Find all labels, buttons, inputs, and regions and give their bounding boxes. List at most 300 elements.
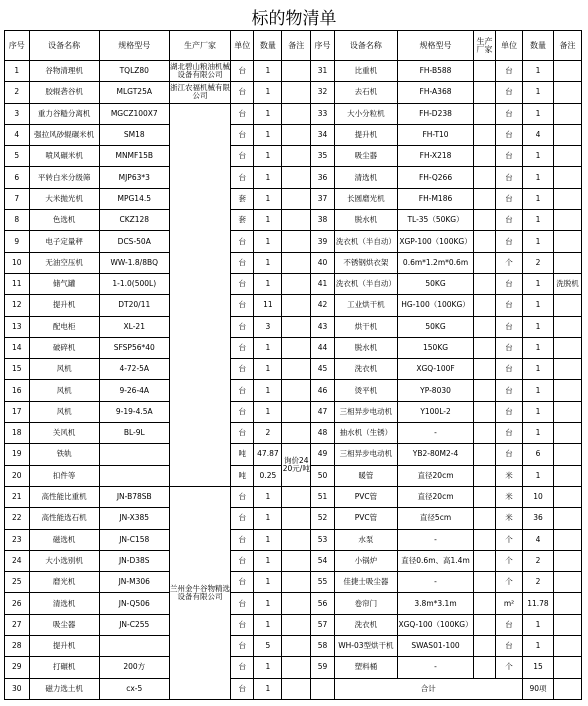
quantity: 36 xyxy=(522,508,553,529)
table-row xyxy=(5,295,582,316)
table-row xyxy=(5,423,582,444)
manufacturer xyxy=(473,636,495,657)
quantity: 1 xyxy=(254,678,282,699)
device-name: PVC管 xyxy=(334,486,397,507)
unit: 台 xyxy=(231,380,254,401)
row-number: 8 xyxy=(5,210,30,231)
remark xyxy=(554,359,582,380)
unit: 台 xyxy=(231,657,254,678)
device-name: 洗衣机 xyxy=(334,614,397,635)
remark xyxy=(554,486,582,507)
row-number: 11 xyxy=(5,273,30,294)
unit: 台 xyxy=(496,124,523,145)
row-number: 13 xyxy=(5,316,30,337)
unit: 台 xyxy=(231,508,254,529)
unit: 台 xyxy=(231,401,254,422)
remark xyxy=(554,678,582,699)
device-name: 提升机 xyxy=(29,295,99,316)
unit: 个 xyxy=(496,572,523,593)
quantity: 4 xyxy=(522,529,553,550)
remark xyxy=(554,401,582,422)
device-name: 比重机 xyxy=(334,61,397,82)
table-row xyxy=(5,380,582,401)
manufacturer xyxy=(473,380,495,401)
unit: 台 xyxy=(231,316,254,337)
row-number: 7 xyxy=(5,188,30,209)
row-number: 52 xyxy=(311,508,334,529)
table-row xyxy=(5,210,582,231)
unit: 台 xyxy=(231,273,254,294)
remark xyxy=(282,423,311,444)
device-name: 烫平机 xyxy=(334,380,397,401)
quantity: 1 xyxy=(522,61,553,82)
device-model: MGCZ100X7 xyxy=(99,103,169,124)
unit: 个 xyxy=(496,550,523,571)
device-name: 去石机 xyxy=(334,82,397,103)
equipment-table xyxy=(4,30,582,700)
quantity: 3 xyxy=(254,316,282,337)
quantity: 1 xyxy=(522,295,553,316)
unit: 台 xyxy=(496,146,523,167)
row-number: 49 xyxy=(311,444,334,465)
device-name: 高性能比重机 xyxy=(29,486,99,507)
row-number: 44 xyxy=(311,337,334,358)
row-number: 18 xyxy=(5,423,30,444)
device-model: TL-35（50KG） xyxy=(398,210,474,231)
remark xyxy=(282,188,311,209)
manufacturer xyxy=(473,231,495,252)
row-number: 4 xyxy=(5,124,30,145)
manufacturer xyxy=(473,444,495,465)
unit: 台 xyxy=(496,444,523,465)
device-model: 4-72-5A xyxy=(99,359,169,380)
device-name: 暖管 xyxy=(334,465,397,486)
device-model: - xyxy=(398,657,474,678)
quantity: 1 xyxy=(522,636,553,657)
table-row xyxy=(5,550,582,571)
remark xyxy=(554,508,582,529)
quantity: 10 xyxy=(522,486,553,507)
quantity: 1 xyxy=(522,465,553,486)
table-row xyxy=(5,486,582,507)
device-name: 清选机 xyxy=(334,167,397,188)
quantity: 1 xyxy=(522,614,553,635)
quantity: 1 xyxy=(522,167,553,188)
device-name: 工业烘干机 xyxy=(334,295,397,316)
table-row xyxy=(5,231,582,252)
device-name: WH-03型烘干机 xyxy=(334,636,397,657)
device-name: 无油空压机 xyxy=(29,252,99,273)
device-name: 三相异步电动机 xyxy=(334,401,397,422)
remark xyxy=(554,529,582,550)
quantity: 11 xyxy=(254,295,282,316)
device-name: 打碾机 xyxy=(29,657,99,678)
device-model: 50KG xyxy=(398,316,474,337)
manufacturer xyxy=(473,486,495,507)
unit: 台 xyxy=(231,61,254,82)
quantity: 1 xyxy=(522,380,553,401)
device-model: YB2-80M2-4 xyxy=(398,444,474,465)
device-name: 清选机 xyxy=(29,593,99,614)
manufacturer xyxy=(473,188,495,209)
header-cell: 序号 xyxy=(5,31,30,61)
remark xyxy=(282,167,311,188)
remark xyxy=(282,103,311,124)
device-name: 小锅炉 xyxy=(334,550,397,571)
unit: 台 xyxy=(231,550,254,571)
device-name: 风机 xyxy=(29,359,99,380)
unit: 个 xyxy=(496,657,523,678)
device-model: - xyxy=(398,572,474,593)
quantity: 1 xyxy=(522,273,553,294)
device-model: CKZ128 xyxy=(99,210,169,231)
manufacturer xyxy=(473,423,495,444)
row-number: 46 xyxy=(311,380,334,401)
device-model: XL-21 xyxy=(99,316,169,337)
unit: 台 xyxy=(496,401,523,422)
header-cell: 数量 xyxy=(522,31,553,61)
row-number: 26 xyxy=(5,593,30,614)
header-cell: 数量 xyxy=(254,31,282,61)
unit: 台 xyxy=(231,572,254,593)
device-name: 大米抛光机 xyxy=(29,188,99,209)
device-name: 提升机 xyxy=(29,636,99,657)
unit: 台 xyxy=(231,636,254,657)
manufacturer xyxy=(473,529,495,550)
device-name: 磨光机 xyxy=(29,572,99,593)
table-row xyxy=(5,401,582,422)
remark xyxy=(554,550,582,571)
row-number: 3 xyxy=(5,103,30,124)
device-name: 胶辊砻谷机 xyxy=(29,82,99,103)
row-number: 35 xyxy=(311,146,334,167)
row-number: 51 xyxy=(311,486,334,507)
unit: 台 xyxy=(496,337,523,358)
device-model: FH-Q266 xyxy=(398,167,474,188)
device-name: 强拉风砂辊碾米机 xyxy=(29,124,99,145)
manufacturer: 湖北碧山粮油机械设备有限公司 xyxy=(169,61,230,82)
table-row xyxy=(5,316,582,337)
row-number: 50 xyxy=(311,465,334,486)
manufacturer: 浙江农福机械有限公司 xyxy=(169,82,230,103)
device-name: 高性能选石机 xyxy=(29,508,99,529)
device-model: FH-X218 xyxy=(398,146,474,167)
device-model: MLGT25A xyxy=(99,82,169,103)
device-name: 喷风碾米机 xyxy=(29,146,99,167)
unit: 台 xyxy=(496,636,523,657)
quantity: 1 xyxy=(522,337,553,358)
remark: 询价2420元/吨 xyxy=(282,444,311,487)
remark xyxy=(282,295,311,316)
quantity: 1 xyxy=(254,188,282,209)
table-row xyxy=(5,529,582,550)
device-model: DCS-50A xyxy=(99,231,169,252)
row-number: 30 xyxy=(5,678,30,699)
row-number: 20 xyxy=(5,465,30,486)
unit: 台 xyxy=(231,678,254,699)
device-name: 长圆磨光机 xyxy=(334,188,397,209)
row-number: 53 xyxy=(311,529,334,550)
device-name: 磁选机 xyxy=(29,529,99,550)
row-number: 31 xyxy=(311,61,334,82)
remark xyxy=(554,593,582,614)
manufacturer xyxy=(473,593,495,614)
quantity: 1 xyxy=(522,103,553,124)
quantity: 2 xyxy=(522,572,553,593)
device-model: JN-C255 xyxy=(99,614,169,635)
unit: 台 xyxy=(231,295,254,316)
total-label: 合计 xyxy=(334,678,522,699)
quantity: 1 xyxy=(254,124,282,145)
quantity: 1 xyxy=(254,273,282,294)
remark xyxy=(554,316,582,337)
remark xyxy=(554,82,582,103)
unit: 台 xyxy=(231,486,254,507)
table-row xyxy=(5,252,582,273)
manufacturer xyxy=(473,210,495,231)
remark xyxy=(554,61,582,82)
remark xyxy=(282,636,311,657)
header-cell: 生产厂家 xyxy=(169,31,230,61)
row-number: 10 xyxy=(5,252,30,273)
table-row xyxy=(5,146,582,167)
device-name: 吸尘器 xyxy=(29,614,99,635)
quantity: 1 xyxy=(522,401,553,422)
unit: m² xyxy=(496,593,523,614)
device-name: 扣件等 xyxy=(29,465,99,486)
table-row xyxy=(5,593,582,614)
device-model: 直径5cm xyxy=(398,508,474,529)
manufacturer xyxy=(473,61,495,82)
header-cell: 设备名称 xyxy=(334,31,397,61)
table-row xyxy=(5,124,582,145)
table-row xyxy=(5,167,582,188)
row-number: 43 xyxy=(311,316,334,337)
device-name: 洗衣机 xyxy=(334,359,397,380)
remark xyxy=(282,252,311,273)
remark xyxy=(282,316,311,337)
quantity: 0.25 xyxy=(254,465,282,486)
row-number: 19 xyxy=(5,444,30,465)
unit: 台 xyxy=(231,359,254,380)
remark xyxy=(282,359,311,380)
device-model: - xyxy=(398,423,474,444)
remark xyxy=(554,444,582,465)
remark xyxy=(282,380,311,401)
unit: 台 xyxy=(231,337,254,358)
table-row xyxy=(5,657,582,678)
remark xyxy=(282,231,311,252)
row-number: 23 xyxy=(5,529,30,550)
device-name: 卷帘门 xyxy=(334,593,397,614)
quantity: 2 xyxy=(522,550,553,571)
header-cell: 单位 xyxy=(231,31,254,61)
device-model: 1-1.0(500L) xyxy=(99,273,169,294)
quantity: 1 xyxy=(254,486,282,507)
remark xyxy=(554,188,582,209)
device-model: 9-26-4A xyxy=(99,380,169,401)
unit: 台 xyxy=(496,167,523,188)
row-number: 34 xyxy=(311,124,334,145)
quantity: 1 xyxy=(522,316,553,337)
device-model: 9-19-4.5A xyxy=(99,401,169,422)
row-number: 41 xyxy=(311,273,334,294)
device-name: 脱水机 xyxy=(334,337,397,358)
header-cell: 规格型号 xyxy=(398,31,474,61)
table-row xyxy=(5,572,582,593)
manufacturer xyxy=(473,337,495,358)
row-number: 16 xyxy=(5,380,30,401)
device-model: JN-D38S xyxy=(99,550,169,571)
remark xyxy=(282,337,311,358)
device-name: 电子定量秤 xyxy=(29,231,99,252)
table-row xyxy=(5,508,582,529)
device-name: 三相异步电动机 xyxy=(334,444,397,465)
row-number: 40 xyxy=(311,252,334,273)
row-number: 37 xyxy=(311,188,334,209)
device-name: 水泵 xyxy=(334,529,397,550)
total-value: 90项 xyxy=(522,678,553,699)
remark xyxy=(282,657,311,678)
unit: 台 xyxy=(496,614,523,635)
device-name: 脱水机 xyxy=(334,210,397,231)
device-model: FH-D238 xyxy=(398,103,474,124)
unit: 台 xyxy=(496,210,523,231)
row-number: 54 xyxy=(311,550,334,571)
device-model: SFSP56*40 xyxy=(99,337,169,358)
quantity: 4 xyxy=(522,124,553,145)
unit: 台 xyxy=(231,124,254,145)
device-model: cx-5 xyxy=(99,678,169,699)
remark xyxy=(282,614,311,635)
device-model: Y100L-2 xyxy=(398,401,474,422)
remark xyxy=(282,82,311,103)
row-number: 57 xyxy=(311,614,334,635)
quantity: 11.78 xyxy=(522,593,553,614)
row-number: 32 xyxy=(311,82,334,103)
table-row xyxy=(5,359,582,380)
table-row xyxy=(5,678,582,699)
quantity: 1 xyxy=(254,210,282,231)
remark xyxy=(554,103,582,124)
unit: 台 xyxy=(496,188,523,209)
unit: 台 xyxy=(231,231,254,252)
unit: 台 xyxy=(496,380,523,401)
row-number: 14 xyxy=(5,337,30,358)
quantity: 1 xyxy=(254,146,282,167)
manufacturer xyxy=(473,465,495,486)
row-number: 25 xyxy=(5,572,30,593)
header-cell: 设备名称 xyxy=(29,31,99,61)
device-model: XGP-100（100KG） xyxy=(398,231,474,252)
quantity: 1 xyxy=(522,188,553,209)
remark xyxy=(282,146,311,167)
remark xyxy=(554,337,582,358)
manufacturer xyxy=(473,146,495,167)
remark xyxy=(554,252,582,273)
device-model: 3.8m*3.1m xyxy=(398,593,474,614)
unit: 台 xyxy=(496,295,523,316)
unit: 台 xyxy=(231,423,254,444)
remark xyxy=(554,210,582,231)
row-number: 36 xyxy=(311,167,334,188)
device-model: 直径20cm xyxy=(398,486,474,507)
device-name: 磁力选土机 xyxy=(29,678,99,699)
device-model: 50KG xyxy=(398,273,474,294)
quantity: 1 xyxy=(254,529,282,550)
quantity: 1 xyxy=(254,401,282,422)
remark xyxy=(554,124,582,145)
device-name: 破碎机 xyxy=(29,337,99,358)
unit: 台 xyxy=(231,593,254,614)
row-number: 24 xyxy=(5,550,30,571)
quantity: 1 xyxy=(254,337,282,358)
page-title: 标的物清单 xyxy=(251,9,337,29)
header-cell: 单位 xyxy=(496,31,523,61)
remark xyxy=(282,678,311,699)
quantity: 1 xyxy=(254,82,282,103)
manufacturer xyxy=(169,103,230,486)
remark xyxy=(554,295,582,316)
row-number: 15 xyxy=(5,359,30,380)
unit: 个 xyxy=(496,529,523,550)
remark xyxy=(282,124,311,145)
device-model: 0.6m*1.2m*0.6m xyxy=(398,252,474,273)
manufacturer xyxy=(473,508,495,529)
unit: 台 xyxy=(231,252,254,273)
unit: 台 xyxy=(496,61,523,82)
device-model: JN-X385 xyxy=(99,508,169,529)
manufacturer xyxy=(473,316,495,337)
table-row xyxy=(5,61,582,82)
device-model: DT20/11 xyxy=(99,295,169,316)
row-number: 33 xyxy=(311,103,334,124)
unit: 吨 xyxy=(231,444,254,465)
device-name: 关风机 xyxy=(29,423,99,444)
remark xyxy=(282,210,311,231)
device-model: HG-100（100KG） xyxy=(398,295,474,316)
row-number: 9 xyxy=(5,231,30,252)
unit: 套 xyxy=(231,210,254,231)
remark xyxy=(554,614,582,635)
device-name: 大小分粒机 xyxy=(334,103,397,124)
table-row xyxy=(5,444,582,465)
remark xyxy=(282,572,311,593)
table-row xyxy=(5,188,582,209)
unit: 台 xyxy=(231,167,254,188)
device-name: 抽水机（生锈） xyxy=(334,423,397,444)
row-number: 27 xyxy=(5,614,30,635)
device-name: 塑料桶 xyxy=(334,657,397,678)
manufacturer xyxy=(473,252,495,273)
quantity: 1 xyxy=(254,231,282,252)
manufacturer xyxy=(473,295,495,316)
remark xyxy=(554,167,582,188)
remark xyxy=(282,550,311,571)
manufacturer xyxy=(473,550,495,571)
remark xyxy=(554,465,582,486)
unit: 套 xyxy=(231,188,254,209)
device-model: MNMF15B xyxy=(99,146,169,167)
manufacturer: 兰州金牛谷物精选设备有限公司 xyxy=(169,486,230,699)
quantity: 6 xyxy=(522,444,553,465)
device-model: SM18 xyxy=(99,124,169,145)
header-cell: 备注 xyxy=(554,31,582,61)
row-number: 29 xyxy=(5,657,30,678)
remark xyxy=(554,636,582,657)
device-name: 不锈钢烘衣架 xyxy=(334,252,397,273)
unit: 台 xyxy=(231,103,254,124)
